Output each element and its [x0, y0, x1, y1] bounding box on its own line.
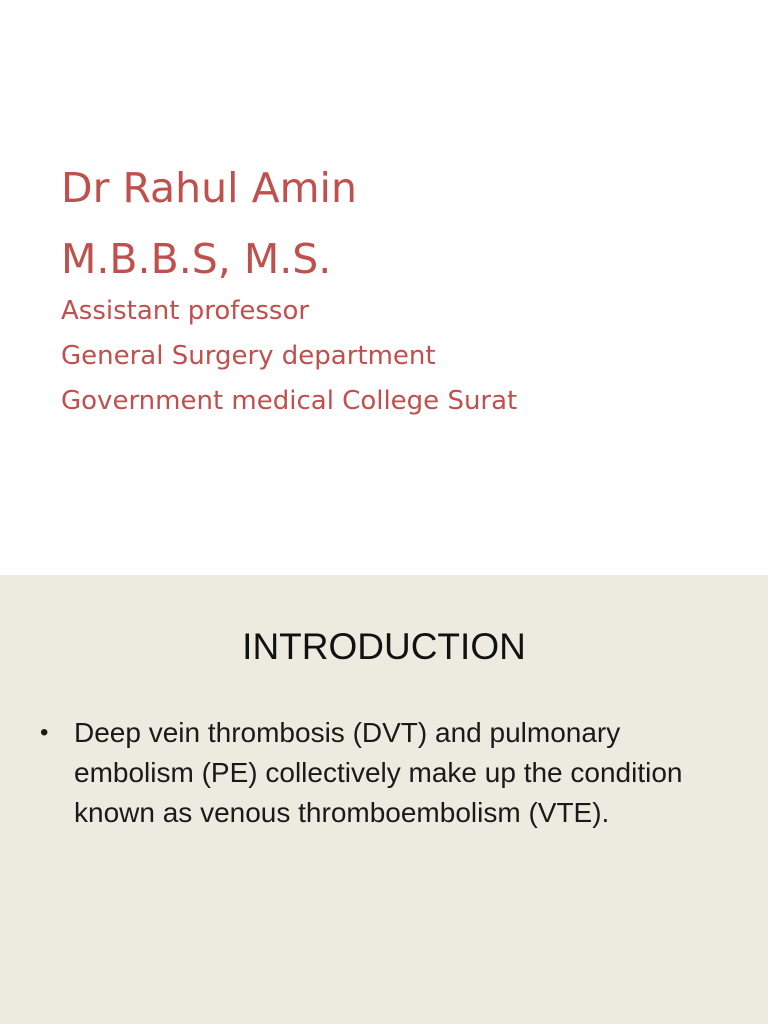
bullet-text: Deep vein thrombosis (DVT) and pulmonary embolism (PE) collectively make up the condition known as venous thromboembolism (VTE). [74, 717, 683, 828]
bullet-icon: • [40, 719, 49, 746]
introduction-slide [0, 575, 768, 1024]
author-institution: Government medical College Surat [61, 386, 518, 416]
bullet-item [36, 713, 736, 833]
author-name: Dr Rahul Amin [61, 164, 357, 212]
bullet-list [36, 713, 736, 833]
author-affiliation [61, 289, 517, 424]
author-department: General Surgery department [61, 341, 436, 371]
author-block [61, 158, 517, 424]
author-position: Assistant professor [61, 296, 310, 326]
slide-heading: INTRODUCTION [242, 626, 526, 667]
author-degree: M.B.B.S, M.S. [61, 235, 332, 283]
